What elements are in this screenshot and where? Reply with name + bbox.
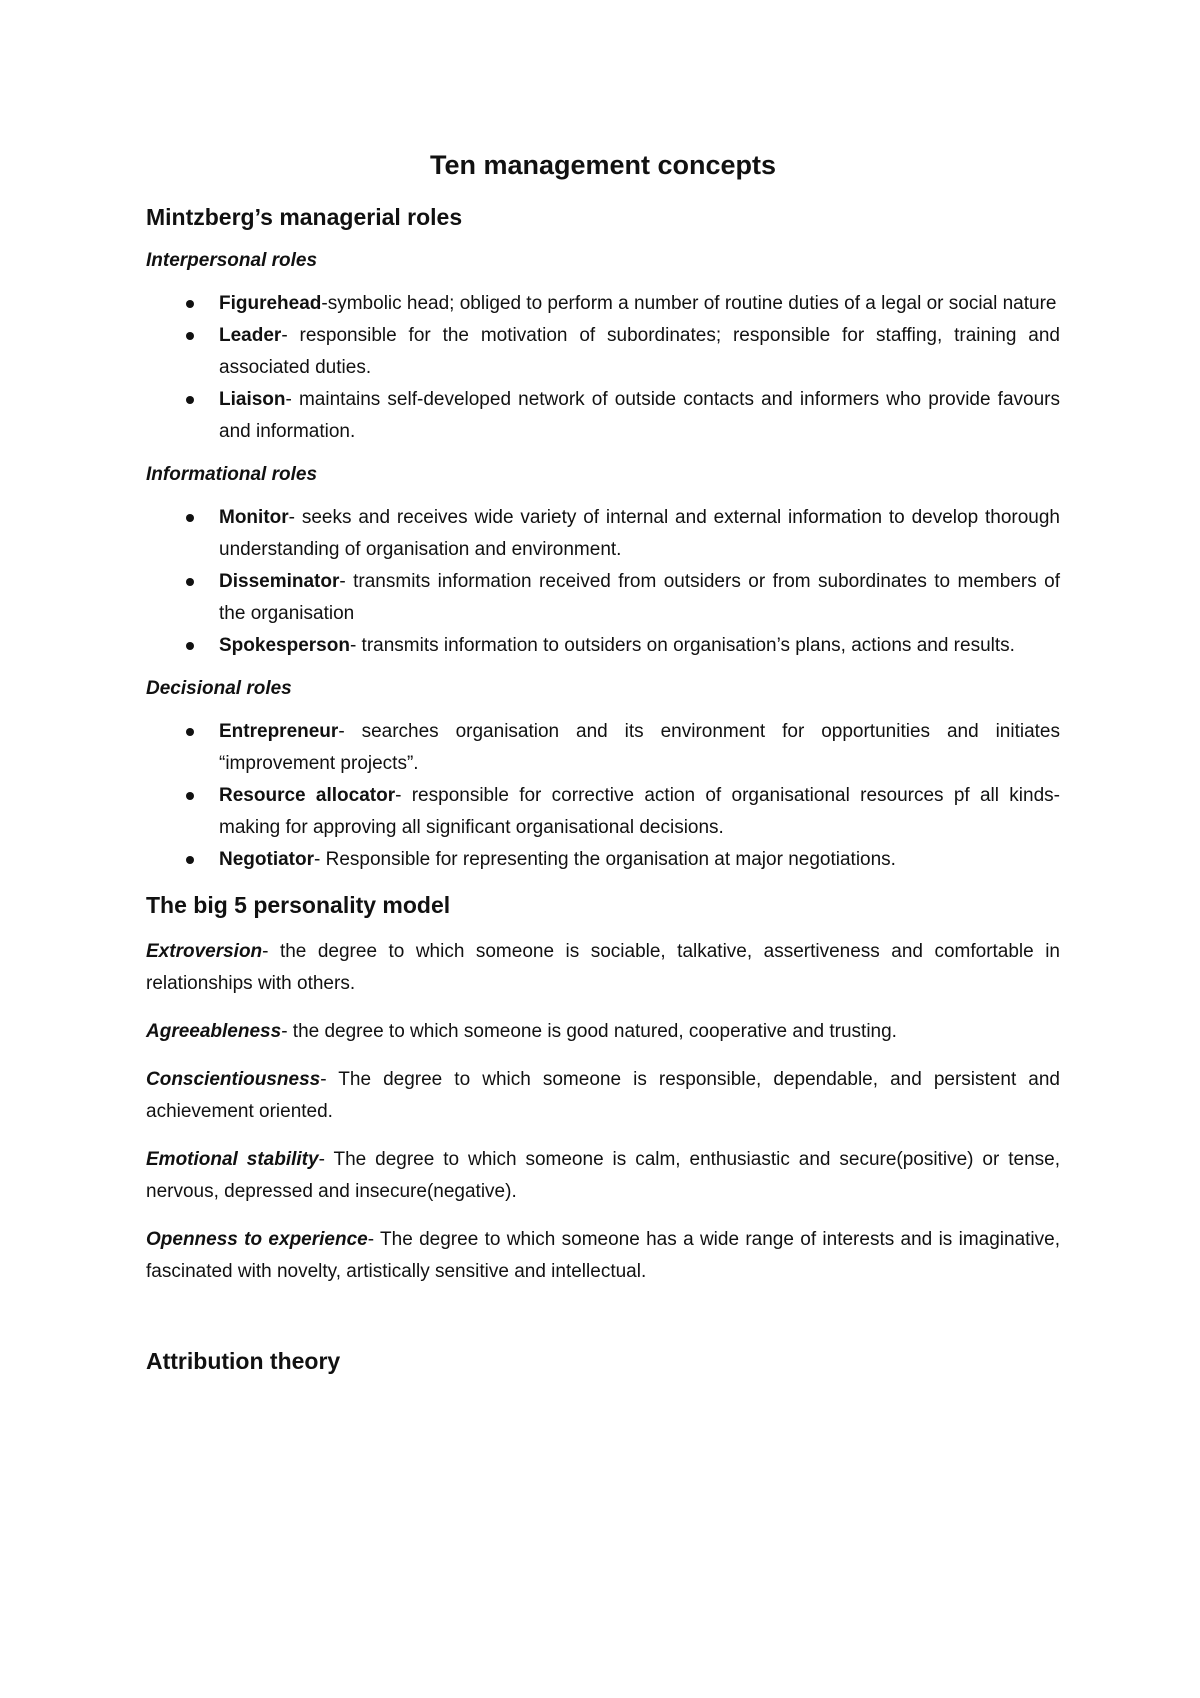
- bullet-icon: [186, 300, 194, 308]
- trait-name: Agreeableness: [146, 1021, 282, 1042]
- bullet-icon: [186, 642, 194, 650]
- trait-paragraph: [146, 1144, 1060, 1208]
- bullet-icon: [186, 792, 194, 800]
- trait-paragraph: [146, 1224, 1060, 1288]
- bullet-icon: [186, 396, 194, 404]
- bullet-icon: [186, 514, 194, 522]
- document-body: [146, 148, 1060, 1392]
- decisional-roles-list: [146, 716, 1060, 876]
- list-item: [146, 320, 1060, 384]
- list-item: [146, 288, 1060, 320]
- role-description: - responsible for the motivation of subordinates; responsible for staffing, training and associated duties.: [219, 325, 1060, 378]
- role-term: Disseminator: [219, 571, 340, 592]
- big5-heading: The big 5 personality model: [146, 892, 451, 918]
- bullet-icon: [186, 332, 194, 340]
- role-term: Monitor: [219, 507, 289, 528]
- list-item: [146, 716, 1060, 780]
- decisional-roles-heading: Decisional roles: [146, 678, 292, 699]
- role-term: Resource allocator: [219, 785, 396, 806]
- role-description: -symbolic head; obliged to perform a number of routine duties of a legal or social nature: [321, 293, 1057, 314]
- role-description: - maintains self-developed network of outside contacts and informers who provide favours and information.: [219, 389, 1060, 442]
- bullet-icon: [186, 856, 194, 864]
- informational-roles-list: [146, 502, 1060, 662]
- role-description: - searches organisation and its environment for opportunities and initiates “improvement projects”.: [219, 721, 1060, 774]
- role-description: - seeks and receives wide variety of internal and external information to develop thorough understanding of organisation and environment.: [219, 507, 1060, 560]
- bullet-icon: [186, 728, 194, 736]
- trait-paragraph: [146, 936, 1060, 1000]
- mintzberg-heading: Mintzberg’s managerial roles: [146, 204, 463, 230]
- list-item: [146, 384, 1060, 448]
- interpersonal-roles-heading: Interpersonal roles: [146, 250, 318, 271]
- informational-roles-heading: Informational roles: [146, 464, 318, 485]
- trait-description: - the degree to which someone is good natured, cooperative and trusting.: [281, 1021, 897, 1042]
- role-term: Liaison: [219, 389, 286, 410]
- trait-description: - The degree to which someone is responsible, dependable, and persistent and achievement oriented.: [146, 1069, 1060, 1122]
- role-term: Figurehead: [219, 293, 322, 314]
- section-spacer: [146, 1304, 1060, 1346]
- role-term: Negotiator: [219, 849, 314, 870]
- trait-paragraph: [146, 1064, 1060, 1128]
- role-description: - transmits information received from outsiders or from subordinates to members of the organisation: [219, 571, 1060, 624]
- role-term: Leader: [219, 325, 282, 346]
- list-item: [146, 780, 1060, 844]
- role-description: - transmits information to outsiders on organisation’s plans, actions and results.: [349, 635, 1015, 656]
- role-term: Spokesperson: [219, 635, 350, 656]
- role-term: Entrepreneur: [219, 721, 339, 742]
- bullet-icon: [186, 578, 194, 586]
- trait-name: Extroversion: [146, 941, 263, 962]
- role-description: - Responsible for representing the organisation at major negotiations.: [314, 849, 896, 870]
- trait-paragraph: [146, 1016, 1060, 1048]
- trait-description: - The degree to which someone is calm, enthusiastic and secure(positive) or tense, nervous, depressed and insecure(negative).: [146, 1149, 1060, 1202]
- list-item: [146, 566, 1060, 630]
- role-description: - responsible for corrective action of organisational resources pf all kinds- making for approving all significant organisational decisions.: [219, 785, 1060, 838]
- interpersonal-roles-list: [146, 288, 1060, 448]
- trait-description: - The degree to which someone has a wide range of interests and is imaginative, fascinated with novelty, artistically sensitive and intellectual.: [146, 1229, 1060, 1282]
- trait-name: Openness to experience: [146, 1229, 368, 1250]
- trait-description: - the degree to which someone is sociable, talkative, assertiveness and comfortable in relationships with others.: [146, 941, 1060, 994]
- list-item: [146, 630, 1060, 662]
- list-item: [146, 502, 1060, 566]
- document-title: Ten management concepts: [429, 150, 777, 180]
- trait-name: Emotional stability: [146, 1149, 319, 1170]
- list-item: [146, 844, 1060, 876]
- attribution-heading: Attribution theory: [146, 1348, 341, 1374]
- trait-name: Conscientiousness: [146, 1069, 321, 1090]
